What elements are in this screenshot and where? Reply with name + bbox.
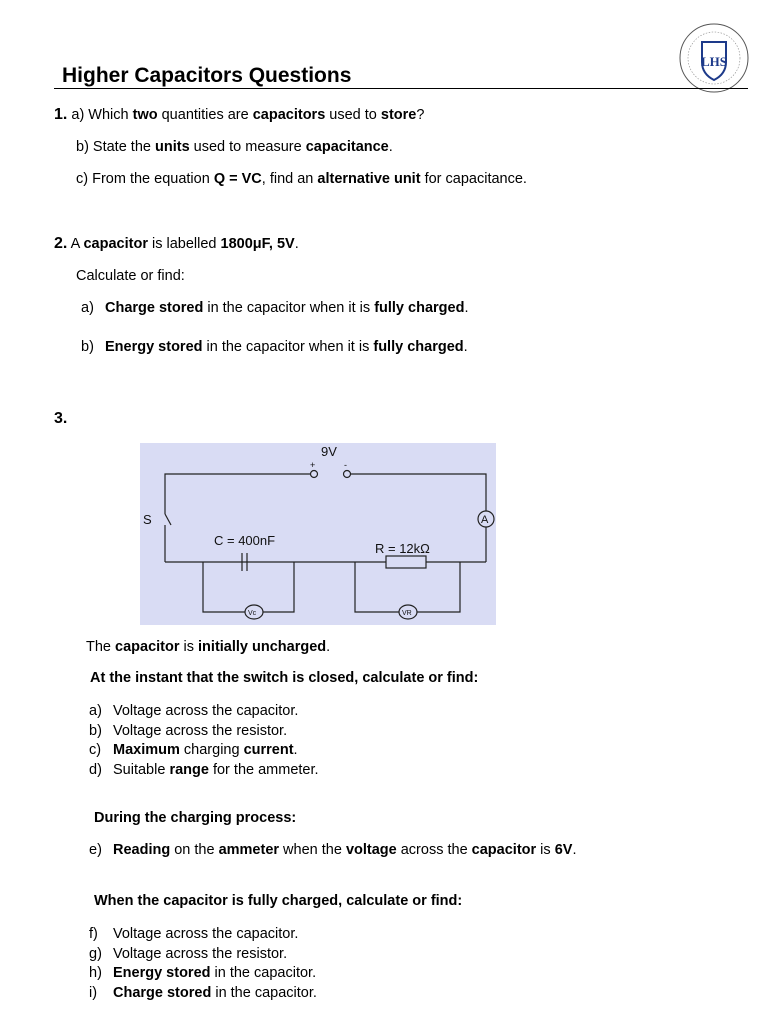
list-item: h) Energy stored in the capacitor. [89, 965, 317, 981]
school-logo [678, 22, 750, 94]
list-item: b) Voltage across the resistor. [89, 722, 288, 739]
list-item: g) Voltage across the resistor. [89, 945, 288, 962]
q1-number: 1. [54, 106, 68, 123]
q3-heading-full: When the capacitor is fully charged, calculate or find: [94, 893, 463, 909]
list-item: a) Voltage across the capacitor. [89, 703, 299, 719]
list-item: d) Suitable range for the ammeter. [89, 761, 319, 778]
page-title: Higher Capacitors Questions [62, 64, 352, 87]
vr-voltmeter-label: VR [402, 610, 412, 617]
capacitor-label: C = 400nF [214, 533, 276, 548]
resistor-label: R = 12kΩ [375, 541, 430, 556]
q3-heading-charging: During the charging process: [94, 810, 297, 826]
q1-part-c: c) From the equation Q = VC, find an alternative unit for capacitance. [76, 171, 527, 187]
ammeter-label: A [481, 514, 489, 526]
q3-list-instant [89, 702, 319, 780]
q3-initial-statement: The capacitor is initially uncharged. [86, 639, 331, 655]
q3-list-full [89, 925, 317, 1003]
q3-heading-instant: At the instant that the switch is closed, calculate or find: [90, 670, 479, 686]
logo-text: LHS [700, 54, 728, 69]
q1-part-a: 1. a) Which two quantities are capacitors used to store? [54, 106, 425, 123]
circuit-background [140, 443, 496, 625]
switch-label: S [143, 512, 152, 527]
list-item: c) Maximum charging current. [89, 742, 298, 758]
battery-label: 9V [321, 444, 337, 459]
vc-voltmeter-label: Vc [248, 610, 257, 617]
q3-part-e: e) Reading on the ammeter when the voltage across the capacitor is 6V. [89, 842, 577, 858]
q3-number: 3. [54, 410, 68, 427]
q2-part-b: b) Energy stored in the capacitor when it is fully charged. [81, 339, 468, 355]
q1-part-b: b) State the units used to measure capacitance. [76, 139, 393, 155]
battery-negative-terminal [344, 471, 351, 478]
q2-intro: 2. A capacitor is labelled 1800μF, 5V. [54, 235, 299, 252]
battery-positive-terminal [311, 471, 318, 478]
q2-calc-prompt: Calculate or find: [76, 268, 185, 284]
battery-minus-sign: - [344, 460, 347, 470]
list-item: f) Voltage across the capacitor. [89, 926, 299, 942]
title-underline [54, 88, 748, 89]
battery-plus-sign: + [310, 460, 316, 470]
q2-part-a: a) Charge stored in the capacitor when it is fully charged. [81, 300, 469, 316]
circuit-diagram [140, 443, 496, 625]
resistor-symbol [386, 556, 426, 568]
list-item: i) Charge stored in the capacitor. [89, 984, 317, 1001]
q2-number: 2. [54, 235, 68, 252]
